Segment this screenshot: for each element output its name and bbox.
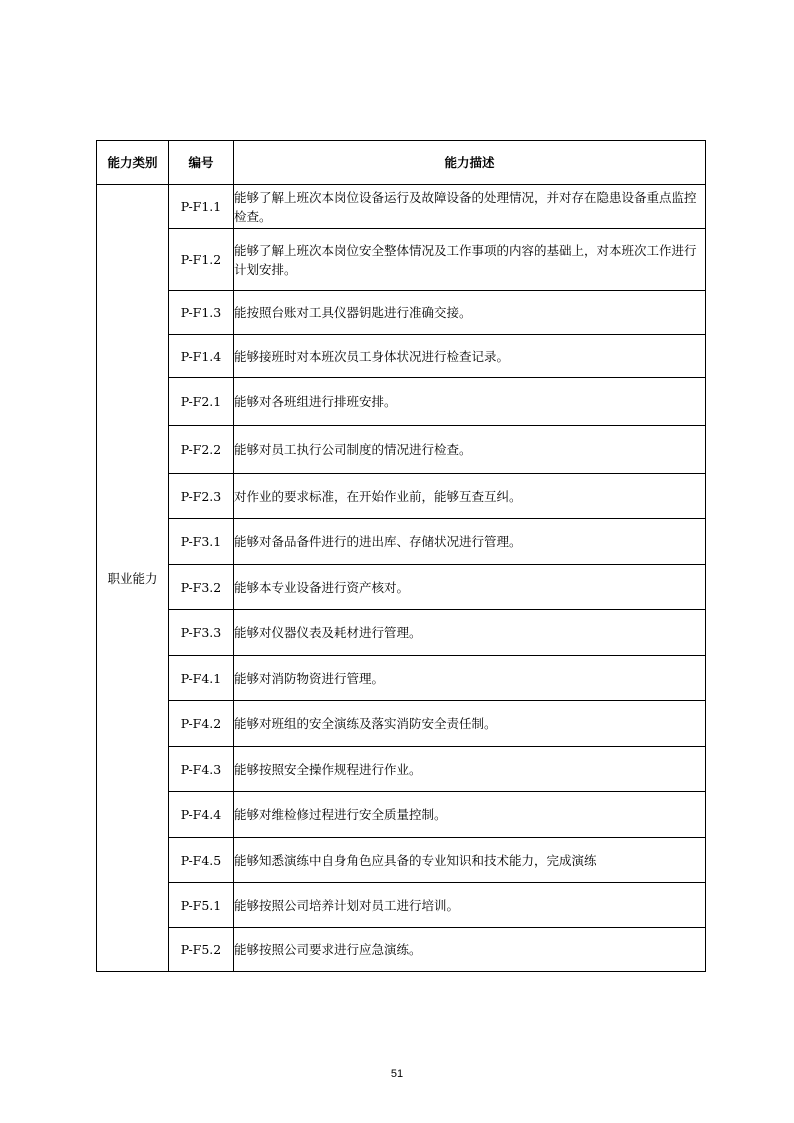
table-row xyxy=(97,229,706,291)
code-cell: P-F2.1 xyxy=(169,378,234,426)
description-cell: 能够接班时对本班次员工身体状况进行检查记录。 xyxy=(234,335,706,378)
code-cell: P-F2.2 xyxy=(169,426,234,474)
table-header-row xyxy=(97,141,706,185)
code-cell: P-F5.1 xyxy=(169,883,234,928)
table-row xyxy=(97,474,706,519)
header-description: 能力描述 xyxy=(234,141,706,185)
table-row xyxy=(97,185,706,229)
description-cell: 能够对维检修过程进行安全质量控制。 xyxy=(234,792,706,838)
code-cell: P-F1.4 xyxy=(169,335,234,378)
ability-table-container xyxy=(96,140,705,972)
category-cell: 职业能力 xyxy=(97,185,169,972)
code-cell: P-F3.3 xyxy=(169,610,234,656)
ability-table xyxy=(96,140,706,972)
code-cell: P-F1.3 xyxy=(169,291,234,335)
header-code: 编号 xyxy=(169,141,234,185)
code-cell: P-F4.1 xyxy=(169,656,234,701)
description-cell: 能够对员工执行公司制度的情况进行检查。 xyxy=(234,426,706,474)
code-cell: P-F4.4 xyxy=(169,792,234,838)
description-cell: 能够按照公司要求进行应急演练。 xyxy=(234,928,706,972)
table-row xyxy=(97,610,706,656)
description-cell: 能够按照公司培养计划对员工进行培训。 xyxy=(234,883,706,928)
table-body xyxy=(97,185,706,972)
table-row xyxy=(97,291,706,335)
description-cell: 能够本专业设备进行资产核对。 xyxy=(234,565,706,610)
code-cell: P-F5.2 xyxy=(169,928,234,972)
description-cell: 能够对仪器仪表及耗材进行管理。 xyxy=(234,610,706,656)
description-cell: 能够了解上班次本岗位设备运行及故障设备的处理情况，并对存在隐患设备重点监控检查。 xyxy=(234,185,706,229)
description-cell: 能够对班组的安全演练及落实消防安全责任制。 xyxy=(234,701,706,747)
description-cell: 能够对备品备件进行的进出库、存储状况进行管理。 xyxy=(234,519,706,565)
code-cell: P-F4.2 xyxy=(169,701,234,747)
table-row xyxy=(97,792,706,838)
page-number: 51 xyxy=(390,1068,404,1080)
table-row xyxy=(97,378,706,426)
description-cell: 能按照台账对工具仪器钥匙进行准确交接。 xyxy=(234,291,706,335)
code-cell: P-F1.1 xyxy=(169,185,234,229)
table-row xyxy=(97,883,706,928)
description-cell: 对作业的要求标准，在开始作业前，能够互查互纠。 xyxy=(234,474,706,519)
description-cell: 能够按照安全操作规程进行作业。 xyxy=(234,747,706,792)
code-cell: P-F3.1 xyxy=(169,519,234,565)
table-row xyxy=(97,565,706,610)
description-cell: 能够对各班组进行排班安排。 xyxy=(234,378,706,426)
code-cell: P-F4.5 xyxy=(169,838,234,883)
description-cell: 能够知悉演练中自身角色应具备的专业知识和技术能力，完成演练 xyxy=(234,838,706,883)
table-row xyxy=(97,701,706,747)
table-row xyxy=(97,747,706,792)
table-row xyxy=(97,838,706,883)
table-row xyxy=(97,519,706,565)
table-row xyxy=(97,656,706,701)
code-cell: P-F4.3 xyxy=(169,747,234,792)
code-cell: P-F2.3 xyxy=(169,474,234,519)
description-cell: 能够对消防物资进行管理。 xyxy=(234,656,706,701)
code-cell: P-F3.2 xyxy=(169,565,234,610)
table-row xyxy=(97,335,706,378)
code-cell: P-F1.2 xyxy=(169,229,234,291)
table-row xyxy=(97,426,706,474)
description-cell: 能够了解上班次本岗位安全整体情况及工作事项的内容的基础上，对本班次工作进行计划安排。 xyxy=(234,229,706,291)
table-row xyxy=(97,928,706,972)
header-category: 能力类别 xyxy=(97,141,169,185)
